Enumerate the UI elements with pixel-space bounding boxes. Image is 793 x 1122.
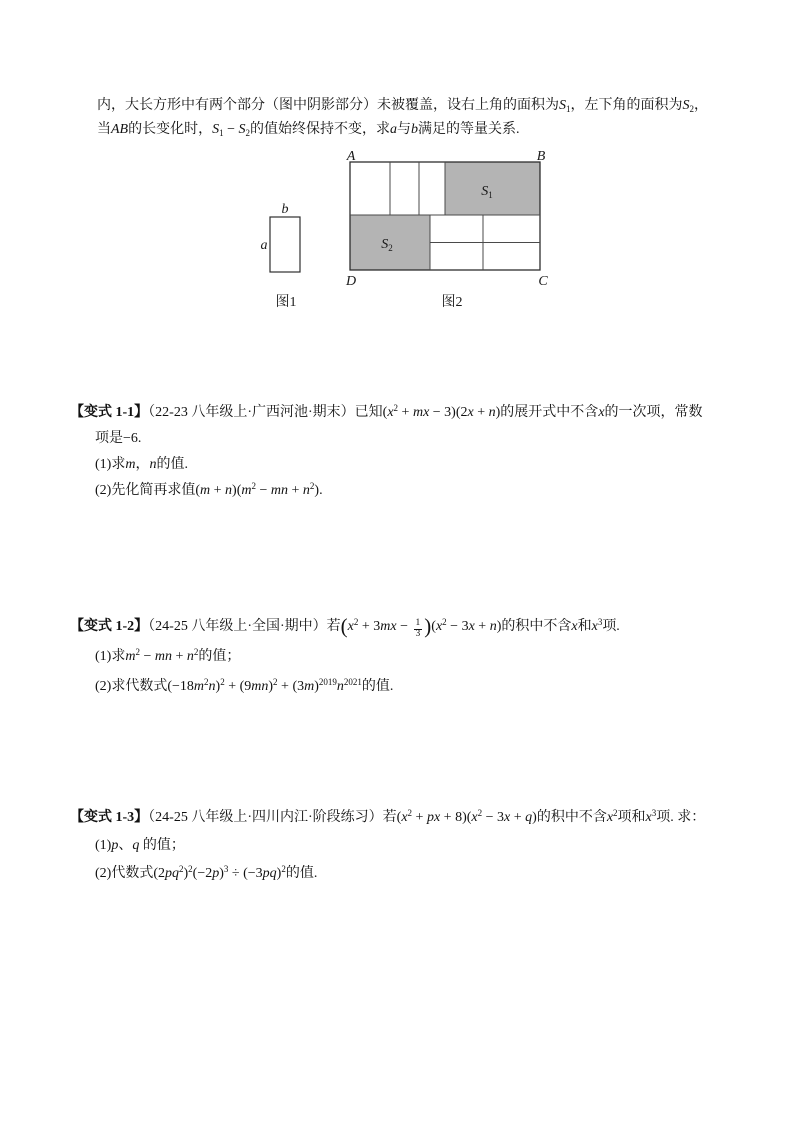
- variant-1-3-block: [70, 804, 705, 888]
- figure2-shaded-region-s1: [445, 162, 540, 215]
- variant-1-3-question-2: (2)代数式$(2pq^2)^2(-2p)^3 \div (-3pq)^2$的值.: [95, 864, 318, 881]
- variant-1-2-block: [70, 612, 620, 702]
- intro-line-1: 内，大长方形中有两个部分（图中阴影部分）未被覆盖，设右上角的面积为$S_1$，左下角的面积为$S_2$，: [97, 98, 708, 114]
- figures-illustration: [250, 145, 560, 315]
- variant-1-3-line-1: 【变式 1-3】（24-25 八年级上·四川内江·阶段练习）若($x^2$ + px + $8)(x^2 - 3x + q)$的积中不含$x^2$项和$x^3$项. 求：: [70, 808, 706, 825]
- figure1-top-label: b: [281, 202, 289, 217]
- variant-1-2-line-1: 【变式 1-2】（24-25 八年级上·全国·期中）若($x^2 + 3mx$ − $\frac{1}{3}$ )$(x^2 - 3x + n)$的积中不含x和$x^3$项.: [70, 614, 620, 639]
- figure2-corner-c: C: [538, 274, 548, 289]
- figure2-corner-a: A: [346, 149, 356, 164]
- figure1-rectangle: [270, 217, 300, 272]
- figure2-corner-d: D: [345, 274, 357, 289]
- variant-1-1-line-1: 【变式 1-1】（22-23 八年级上·广西河池·期末）已知($x^2$ + mx − 3)(2x + n)的展开式中不含x的一次项，常数: [70, 403, 703, 420]
- variant-1-1-question-2: (2)先化简再求值$(m + n)(m^2$ − mn + $n^2$).: [95, 481, 323, 498]
- variant-1-3-question-1: (1)p、q 的值；: [95, 838, 185, 853]
- intro-line-2: 当AB的长变化时，$S_1 - S_2$的值始终保持不变，求a与b满足的等量关系.: [97, 122, 520, 138]
- variant-1-1-block: [70, 400, 703, 504]
- variant-1-2-question-2: (2)求代数式$(-18m^2n)^2 + (9mn)^2 + (3m)^{2019}n^{2021}$的值.: [95, 677, 394, 694]
- variant-1-1-question-1: (1)求m，n的值.: [95, 457, 188, 472]
- figure2-s2-label: $S_2$: [381, 237, 393, 253]
- variant-1-1-line-2: 项是−6.: [95, 431, 142, 446]
- figure2-caption: 图2: [441, 295, 463, 310]
- intro-paragraph: [97, 94, 708, 142]
- variant-1-2-question-1: (1)求$m^2$ − mn + $n^2$的值；: [95, 647, 241, 664]
- figure2-corner-b: B: [536, 149, 546, 164]
- figure2-s1-label: $S_1$: [481, 184, 493, 200]
- figure1-caption: 图1: [275, 295, 297, 310]
- figure1-side-label: a: [260, 238, 268, 253]
